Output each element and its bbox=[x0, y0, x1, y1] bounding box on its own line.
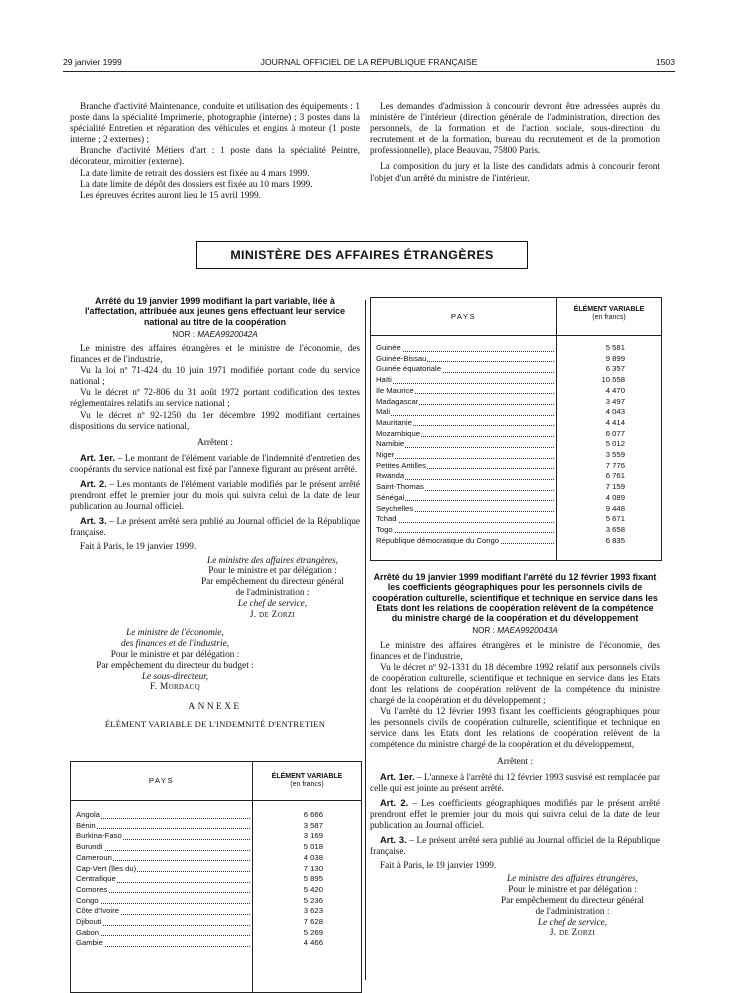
country-name: Sénégal bbox=[376, 492, 405, 502]
paragraph: Vu le décret nº 92-1250 du 1er décembre 1992 modifiant certaines dispositions du service national, bbox=[70, 410, 360, 432]
element-variable-value: 3 587 bbox=[303, 820, 323, 830]
table-row bbox=[371, 504, 661, 515]
article-2 bbox=[70, 479, 360, 513]
table-row bbox=[71, 885, 361, 896]
element-variable-value: 5 018 bbox=[303, 842, 323, 852]
dot-leader bbox=[379, 500, 554, 501]
paragraph: Le ministre des affaires étrangères et le ministre de l'économie, des finances et de l'industrie, bbox=[70, 343, 360, 366]
signature-line: de l'administration : bbox=[235, 587, 310, 598]
dot-leader bbox=[79, 850, 250, 851]
table-row bbox=[371, 471, 661, 482]
signature-line: Par empêchement du directeur général bbox=[201, 577, 344, 588]
table-row bbox=[371, 343, 661, 354]
dot-leader bbox=[79, 828, 250, 829]
article-label: Art. 2. bbox=[380, 797, 409, 808]
table-element-variable-left bbox=[70, 761, 362, 993]
dot-leader bbox=[379, 532, 554, 533]
paragraph: Vu le décret nº 72-806 du 31 août 1972 portant codification des textes réglementaires relatifs au service national ; bbox=[70, 388, 360, 410]
table-row bbox=[371, 429, 661, 440]
signature-line: Par empêchement du directeur général bbox=[501, 895, 644, 906]
element-variable-value: 7 159 bbox=[605, 482, 625, 492]
header-date: 29 janvier 1999 bbox=[63, 57, 122, 67]
signature-name: J. de Zorzi bbox=[249, 609, 296, 620]
arrete-1-nor bbox=[70, 329, 360, 340]
ministry-heading: MINISTÈRE DES AFFAIRES ÉTRANGÈRES bbox=[196, 241, 528, 269]
arrete-2-title: Arrêté du 19 janvier 1999 modifiant l'arrêté du 12 février 1993 fixant les coefficients géographiques pour les personnels civils de coopération culturelle, scientifique et technique en service dans les Etats dont les relations de coopération relèvent de la compétence du ministre chargé de la coopération et du développement bbox=[372, 572, 658, 624]
table-row bbox=[71, 864, 361, 875]
paragraph: La composition du jury et la liste des candidats admis à concourir feront l'objet d'un arrêté du ministre de l'intérieur. bbox=[370, 162, 660, 184]
table-row bbox=[371, 439, 661, 450]
country-name: Cap-Vert (îles du) bbox=[76, 863, 137, 873]
article-label: Art. 3. bbox=[80, 516, 107, 527]
table-row bbox=[71, 906, 361, 917]
arrete-1 bbox=[70, 296, 360, 730]
element-variable-value: 7 776 bbox=[605, 460, 625, 470]
paragraph: La date limite de retrait des dossiers est fixée au 4 mars 1999. bbox=[80, 168, 310, 179]
table-row bbox=[371, 493, 661, 504]
annexe-subheading: ÉLÉMENT VARIABLE DE L'INDEMNITÉ D'ENTRETIEN bbox=[104, 719, 326, 730]
arrete-1-title: Arrêté du 19 janvier 1999 modifiant la part variable, liée à l'affectation, attribuée aux jeunes gens effectuant leur service national au titre de la coopération bbox=[84, 296, 346, 327]
page-header bbox=[63, 57, 675, 70]
element-variable-value: 5 012 bbox=[605, 439, 625, 449]
table-row bbox=[371, 407, 661, 418]
country-name: Burundi bbox=[76, 842, 103, 852]
article-text: – Le montant de l'élément variable de l'indemnité d'entretien des coopérants du service national est fixé par l'annexe figurant au présent arrêté. bbox=[70, 453, 361, 475]
element-variable-value: 5 581 bbox=[605, 343, 625, 352]
table-row bbox=[71, 831, 361, 842]
element-variable-value: 7 628 bbox=[303, 917, 323, 926]
paragraph: Branche d'activité Maintenance, conduite et utilisation des équipements : 1 poste dans la spécialité Imprimerie, photographie (interne) ; 3 postes dans la spécialité Entretien et réparation des véhicules et engins à moteur (1 poste interne ; 2 externes) ; bbox=[70, 102, 360, 146]
element-variable-value: 4 414 bbox=[605, 417, 625, 427]
table-header bbox=[371, 298, 661, 336]
annexe-heading: ANNEXE bbox=[188, 702, 242, 713]
table-row bbox=[371, 354, 661, 365]
element-variable-value: 6 357 bbox=[605, 364, 625, 374]
country-name: Petites Antilles bbox=[376, 460, 426, 470]
fait-a-paris: Fait à Paris, le 19 janvier 1999. bbox=[80, 542, 197, 553]
signature-name: F. Mordacq bbox=[150, 682, 200, 693]
country-name: Burkina-Faso bbox=[76, 831, 122, 841]
element-variable-value: 4 470 bbox=[605, 385, 625, 395]
element-variable-value: 7 130 bbox=[303, 863, 323, 873]
table-row bbox=[71, 874, 361, 885]
element-variable-value: 4 089 bbox=[605, 492, 625, 502]
dot-leader bbox=[79, 935, 250, 936]
dot-leader bbox=[79, 925, 250, 926]
table-row bbox=[71, 928, 361, 939]
header-rule bbox=[63, 71, 675, 72]
table-row bbox=[371, 514, 661, 525]
column-header-line: (en francs) bbox=[290, 781, 324, 788]
table-row bbox=[371, 536, 661, 547]
table-row bbox=[71, 896, 361, 907]
paragraph: Le ministre des affaires étrangères et le ministre de l'économie, des finances et de l'industrie, bbox=[370, 640, 660, 662]
column-header-line: ÉLÉMENT VARIABLE bbox=[573, 306, 645, 313]
article-text: – Les montants de l'élément variable modifiés par le présent arrêté prendront effet le premier jour du mois qui suivra celui de la date de leur publication au Journal officiel. bbox=[70, 480, 360, 513]
country-name: Seychelles bbox=[376, 503, 414, 513]
paragraph: Vu l'arrêté du 12 février 1993 fixant les coefficients géographiques pour les personnels civils de coopération culturelle, scientifique et technique en service dans les Etats dont les relations de coopération relèvent de la compétence du ministre chargé de la coopération et du développement, bbox=[370, 707, 660, 751]
top-left-text bbox=[70, 102, 360, 202]
table-row bbox=[371, 364, 661, 375]
country-name: Mali bbox=[376, 407, 391, 417]
table-element-variable-right bbox=[370, 297, 662, 561]
table-row bbox=[371, 461, 661, 472]
dot-leader bbox=[379, 479, 554, 480]
element-variable-value: 9 899 bbox=[605, 353, 625, 363]
nor-code: MAEA9920043A bbox=[497, 626, 558, 636]
nor-label: NOR : bbox=[172, 329, 195, 339]
signature-line: Pour le ministre et par délégation : bbox=[110, 649, 240, 660]
element-variable-value: 3 559 bbox=[605, 450, 625, 459]
article-3 bbox=[370, 835, 660, 858]
table-row bbox=[371, 525, 661, 536]
signature-block-2 bbox=[70, 628, 280, 693]
article-label: Art. 2. bbox=[80, 479, 107, 490]
signature-line: Le chef de service, bbox=[237, 598, 308, 609]
element-variable-value: 3 658 bbox=[605, 524, 625, 534]
country-name: Mauritanie bbox=[376, 417, 412, 427]
paragraph: Vu la loi nº 71-424 du 10 juin 1971 modifiée portant code du service national ; bbox=[70, 366, 360, 388]
article-text: – Le présent arrêté sera publié au Journal officiel de la République française. bbox=[70, 517, 360, 539]
country-name: Guinée équatoriale bbox=[376, 364, 441, 374]
element-variable-value: 3 169 bbox=[303, 831, 323, 841]
table-row bbox=[71, 821, 361, 832]
country-name: Mozambique bbox=[376, 428, 421, 438]
column-header-line: ÉLÉMENT VARIABLE bbox=[271, 773, 343, 780]
table-header bbox=[71, 762, 361, 801]
element-variable-value: 6 666 bbox=[303, 810, 323, 819]
signature-line: Pour le ministre et par délégation : bbox=[208, 566, 337, 577]
country-name: Madagascar bbox=[376, 396, 419, 406]
column-header-line: (en francs) bbox=[592, 314, 626, 321]
element-variable-value: 3 623 bbox=[303, 906, 323, 916]
table-row bbox=[371, 418, 661, 429]
country-name: Rwanda bbox=[376, 471, 405, 481]
paragraph: Les épreuves écrites auront lieu le 15 avril 1999. bbox=[80, 190, 261, 201]
dot-leader bbox=[379, 458, 554, 459]
signature-line: Le ministre des affaires étrangères, bbox=[207, 555, 338, 566]
article-text: – Les coefficients géographiques modifiés par le présent arrêté prendront effet le premier jour du mois qui suivra celui de la date de leur publication au Journal officiel. bbox=[370, 798, 660, 831]
country-name: Haïti bbox=[376, 375, 392, 385]
signature-line: Par empêchement du directeur du budget : bbox=[96, 660, 254, 671]
element-variable-value: 5 895 bbox=[303, 874, 323, 884]
paragraph: Les demandes d'admission à concourir devront être adressées auprès du ministère de l'intérieur (direction générale de l'administration, direction des personnels, de la formation et de l'action sociale, sous-direction du recrutement et de la formation, bureau du recrutement et de la promotion professionnelle), place Beauvau, 75800 Paris. bbox=[370, 102, 660, 157]
signature-line: de l'administration : bbox=[535, 906, 610, 917]
table-row bbox=[71, 853, 361, 864]
signature-line: Pour le ministre et par délégation : bbox=[508, 885, 637, 896]
article-label: Art. 3. bbox=[380, 835, 407, 846]
country-name: Centrafique bbox=[76, 874, 116, 884]
country-name: Saint-Thomas bbox=[376, 482, 424, 492]
article-label: Art. 1er. bbox=[80, 452, 115, 463]
nor-label: NOR : bbox=[472, 626, 495, 636]
country-name: Bénin bbox=[76, 820, 96, 830]
table-row bbox=[371, 482, 661, 493]
arretent: Arrêtent : bbox=[197, 437, 233, 448]
element-variable-value: 4 466 bbox=[303, 938, 323, 948]
article-text: – L'annexe à l'arrêté du 12 février 1993 susvisé est remplacée par celle qui est jointe au présent arrêté. bbox=[370, 772, 660, 794]
country-name: Congo bbox=[76, 895, 99, 905]
dot-leader bbox=[379, 415, 554, 416]
country-name: Guinée-Bissau bbox=[376, 353, 427, 363]
table-row bbox=[371, 386, 661, 397]
country-name: Angola bbox=[76, 810, 100, 819]
article-3 bbox=[70, 516, 360, 539]
paragraph: Vu le décret nº 92-1331 du 18 décembre 1992 relatif aux personnels civils de coopération culturelle, scientifique et technique en service dans les Etats dont les relations de coopération relèvent de la compétence du ministre chargé de la coopération et du développement ; bbox=[370, 662, 660, 707]
element-variable-value: 5 671 bbox=[605, 514, 625, 524]
country-name: République démocratique du Congo bbox=[376, 535, 500, 545]
column-header-pays: PAYS bbox=[148, 776, 175, 785]
table-row bbox=[71, 938, 361, 949]
arrete-2-nor bbox=[370, 625, 660, 636]
table-row bbox=[71, 842, 361, 853]
signature-block-3 bbox=[485, 874, 660, 939]
element-variable-value: 5 269 bbox=[303, 927, 323, 937]
arretent: Arrêtent : bbox=[497, 756, 533, 767]
element-variable-value: 3 497 bbox=[605, 396, 625, 406]
table-row bbox=[371, 375, 661, 386]
article-text: – Le présent arrêté sera publié au Journal officiel de la République française. bbox=[370, 836, 660, 858]
element-variable-value: 4 043 bbox=[605, 407, 625, 417]
country-name: Cameroun bbox=[76, 852, 112, 862]
country-name: Comores bbox=[76, 884, 108, 894]
element-variable-value: 10 558 bbox=[601, 375, 625, 385]
country-name: Gambie bbox=[76, 938, 103, 948]
table-row bbox=[371, 397, 661, 408]
signature-line: Le sous-directeur, bbox=[141, 671, 209, 682]
signature-line: Le ministre des affaires étrangères, bbox=[507, 874, 638, 885]
article-1 bbox=[370, 772, 660, 795]
paragraph: Branche d'activité Métiers d'art : 1 poste dans la spécialité Peintre, décorateur, miroitier (externe). bbox=[70, 146, 360, 168]
country-name: Djibouti bbox=[76, 917, 102, 926]
table-row bbox=[71, 917, 361, 928]
top-right-text bbox=[370, 102, 660, 185]
dot-leader bbox=[379, 351, 554, 352]
element-variable-value: 6 761 bbox=[605, 471, 625, 481]
dot-leader bbox=[379, 522, 554, 523]
table-row bbox=[71, 810, 361, 821]
dot-leader bbox=[379, 383, 554, 384]
element-variable-value: 5 420 bbox=[303, 884, 323, 894]
header-page-number: 1503 bbox=[655, 57, 675, 67]
dot-leader bbox=[79, 903, 250, 904]
signature-line: Le ministre de l'économie, bbox=[126, 628, 224, 639]
element-variable-value: 4 038 bbox=[303, 852, 323, 862]
dot-leader bbox=[79, 946, 250, 947]
signature-line: des finances et de l'industrie, bbox=[120, 639, 230, 650]
country-name: Tchad bbox=[376, 514, 397, 524]
column-divider bbox=[365, 300, 366, 980]
fait-a-paris: Fait à Paris, le 19 janvier 1999. bbox=[380, 861, 497, 872]
country-name: Niger bbox=[376, 450, 395, 459]
dot-leader bbox=[79, 818, 250, 819]
element-variable-value: 5 236 bbox=[303, 895, 323, 905]
country-name: Togo bbox=[376, 524, 393, 534]
country-name: Côte d'Ivoire bbox=[76, 906, 119, 916]
table-row bbox=[371, 450, 661, 461]
country-name: Guinée bbox=[376, 343, 401, 352]
dot-leader bbox=[379, 447, 554, 448]
element-variable-value: 9 448 bbox=[605, 503, 625, 513]
column-header-element bbox=[556, 298, 661, 335]
article-1 bbox=[70, 453, 360, 476]
column-header-pays: PAYS bbox=[450, 312, 477, 321]
element-variable-value: 6 835 bbox=[605, 535, 625, 545]
arrete-2 bbox=[370, 572, 660, 939]
header-journal-title: JOURNAL OFFICIEL DE LA RÉPUBLIQUE FRANÇAISE bbox=[260, 57, 478, 67]
paragraph: La date limite de dépôt des dossiers est fixée au 10 mars 1999. bbox=[80, 179, 313, 190]
signature-name: J. de Zorzi bbox=[549, 928, 596, 939]
article-label: Art. 1er. bbox=[380, 771, 415, 782]
nor-code: MAEA9920042A bbox=[197, 329, 258, 339]
country-name: Gabon bbox=[76, 927, 100, 937]
column-header-element bbox=[252, 762, 361, 800]
country-name: Ile Maurice bbox=[376, 385, 414, 395]
country-name: Namibie bbox=[376, 439, 405, 449]
article-2 bbox=[370, 798, 660, 832]
signature-block-1 bbox=[185, 556, 360, 621]
signature-line: Le chef de service, bbox=[537, 917, 608, 928]
element-variable-value: 6 077 bbox=[605, 428, 625, 438]
